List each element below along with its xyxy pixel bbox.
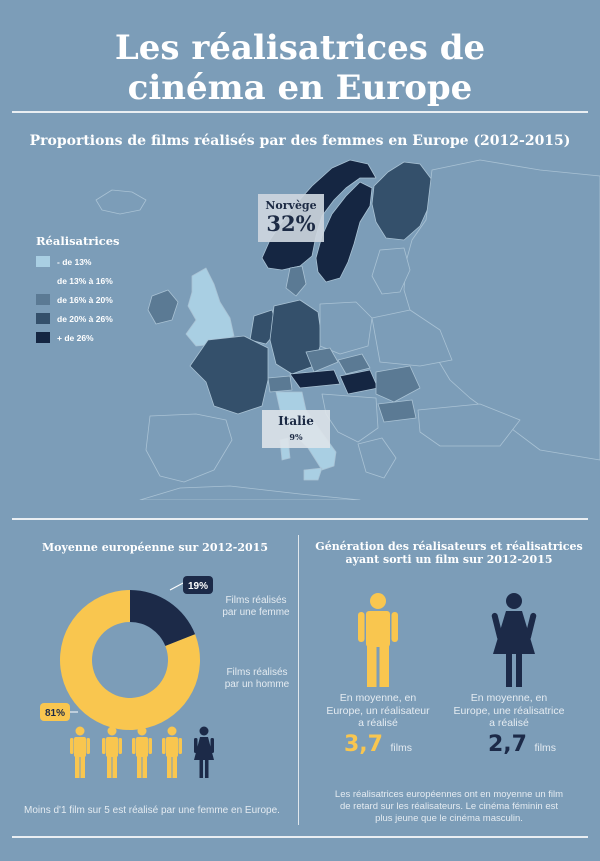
men-caption-line: Films réalisés bbox=[226, 667, 288, 678]
title-line-2: cinéma en Europe bbox=[127, 68, 473, 108]
men-caption-line: par un homme bbox=[224, 679, 290, 690]
women-text-line: Europe, une réalisatrice bbox=[453, 704, 565, 717]
women-text-line: a réalisé bbox=[489, 717, 529, 729]
map-france bbox=[190, 336, 268, 414]
men-text-line: En moyenne, en bbox=[339, 692, 417, 704]
legend-label: + de 26% bbox=[57, 332, 94, 343]
title-line-1: Les réalisatrices de bbox=[114, 28, 486, 68]
map-north-africa bbox=[140, 486, 360, 500]
man-icon bbox=[70, 727, 90, 779]
map-denmark bbox=[286, 266, 306, 296]
women-films-stat bbox=[488, 732, 556, 757]
women-films-value: 2,7 bbox=[488, 732, 527, 757]
map-iceland bbox=[96, 190, 146, 214]
people-row bbox=[66, 726, 236, 782]
right-title-line: Génération des réalisateurs et réalisatrices bbox=[315, 540, 583, 553]
legend-label: de 20% à 26% bbox=[57, 313, 113, 324]
men-films-unit: films bbox=[390, 742, 413, 754]
men-pct-label: 81% bbox=[44, 708, 66, 719]
map-ireland bbox=[148, 290, 178, 324]
map-legend bbox=[36, 234, 120, 347]
legend-item bbox=[36, 252, 120, 271]
map-poland bbox=[320, 302, 372, 354]
legend-label: de 13% à 16% bbox=[57, 275, 113, 286]
callout-italy bbox=[262, 410, 330, 448]
callout-norway-name: Norvège bbox=[265, 199, 317, 212]
women-films-unit: films bbox=[534, 742, 557, 754]
men-caption bbox=[212, 667, 302, 691]
man-icon bbox=[132, 727, 152, 779]
man-icon bbox=[162, 727, 182, 779]
men-text-line: Europe, un réalisateur bbox=[326, 704, 430, 717]
men-films-stat bbox=[344, 732, 412, 757]
right-footer-line: de retard sur les réalisateurs. Le cinéma féminin est bbox=[339, 801, 559, 812]
map-austria bbox=[290, 370, 340, 388]
callout-norway-value: 32% bbox=[266, 211, 316, 236]
right-footer-line: Les réalisatrices européennes ont en moyenne un film bbox=[334, 789, 564, 800]
women-description bbox=[446, 692, 572, 730]
women-caption bbox=[214, 595, 298, 619]
men-description bbox=[318, 692, 438, 730]
women-pointer bbox=[170, 582, 185, 590]
right-footer-line: plus jeune que le cinéma masculin. bbox=[375, 813, 523, 824]
map-greece bbox=[358, 438, 396, 478]
left-section-title: Moyenne européenne sur 2012-2015 bbox=[42, 541, 268, 554]
legend-label: - de 13% bbox=[57, 256, 92, 267]
callout-italy-name: Italie bbox=[278, 414, 314, 428]
right-section-title bbox=[306, 540, 592, 566]
legend-item bbox=[36, 290, 120, 309]
men-films-value: 3,7 bbox=[344, 732, 383, 757]
large-man-icon bbox=[356, 592, 400, 688]
map-bulgaria bbox=[378, 400, 416, 422]
legend-swatch bbox=[36, 313, 50, 324]
donut-slices bbox=[60, 590, 200, 730]
women-text-line: En moyenne, en bbox=[470, 692, 548, 704]
man-icon bbox=[102, 727, 122, 779]
legend-swatch bbox=[36, 332, 50, 343]
legend-swatch bbox=[36, 294, 50, 305]
right-footer bbox=[306, 789, 592, 825]
legend-swatch bbox=[36, 256, 50, 267]
women-caption-line: par une femme bbox=[222, 607, 290, 618]
map-subtitle: Proportions de films réalisés par des femmes en Europe (2012-2015) bbox=[29, 133, 571, 149]
map-uk bbox=[186, 268, 234, 346]
right-title-line: ayant sorti un film sur 2012-2015 bbox=[345, 553, 553, 566]
legend-item bbox=[36, 328, 120, 347]
women-caption-line: Films réalisés bbox=[225, 595, 287, 606]
legend-title: Réalisatrices bbox=[36, 234, 120, 248]
large-woman-icon bbox=[491, 592, 537, 688]
left-footer: Moins d'1 film sur 5 est réalisé par une femme en Europe. bbox=[24, 805, 280, 816]
map-sicily bbox=[304, 468, 322, 480]
divider-middle bbox=[12, 518, 588, 520]
legend-swatch bbox=[36, 275, 50, 286]
men-text-line: a réalisé bbox=[358, 717, 398, 729]
legend-item bbox=[36, 271, 120, 290]
map-switzerland bbox=[268, 376, 292, 392]
callout-italy-value: 9% bbox=[289, 432, 303, 442]
map-balkans bbox=[322, 394, 378, 442]
legend-item bbox=[36, 309, 120, 328]
woman-icon bbox=[194, 727, 214, 779]
map-romania bbox=[376, 366, 420, 402]
map-iberia bbox=[146, 414, 232, 482]
callout-norway bbox=[258, 194, 324, 242]
donut-slice-women bbox=[130, 590, 195, 646]
legend-label: de 16% à 20% bbox=[57, 294, 113, 305]
women-pct-label: 19% bbox=[187, 581, 209, 592]
divider-bottom bbox=[12, 836, 588, 838]
